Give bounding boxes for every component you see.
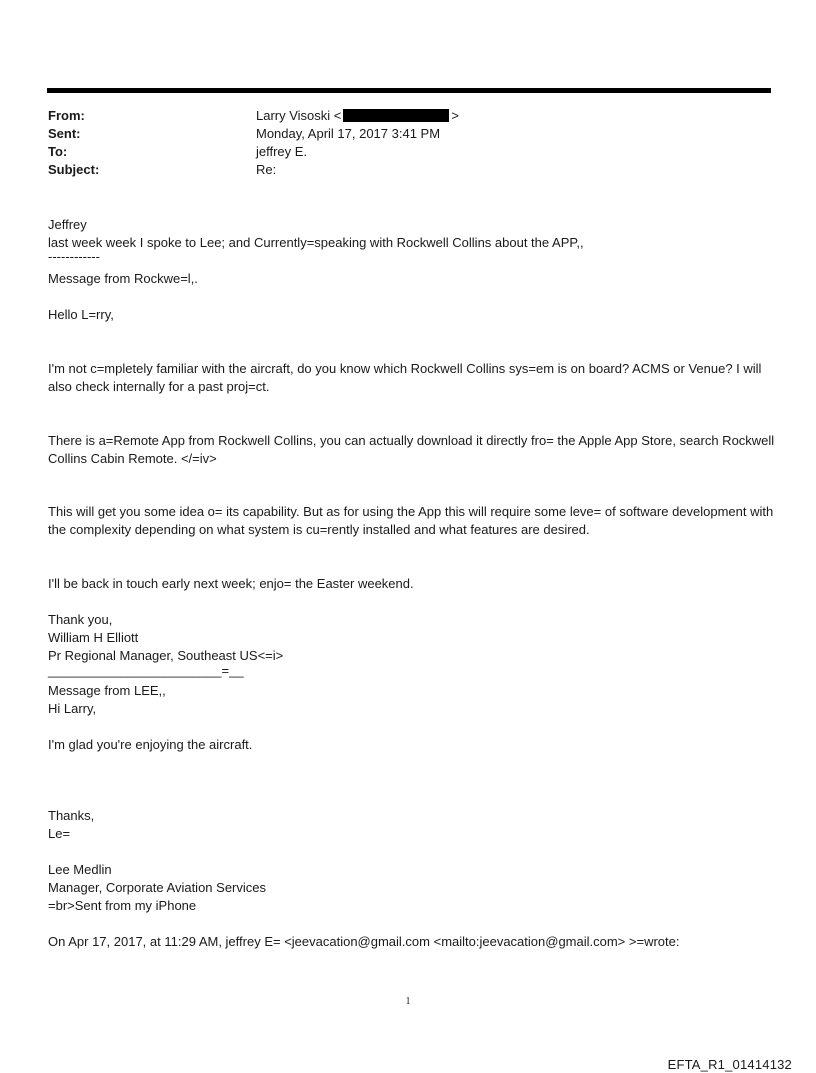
- body-line: Message from Rockwe=l,.: [48, 271, 198, 286]
- signature-name: Lee Medlin: [48, 862, 112, 877]
- body-line: last week week I spoke to Lee; and Currently=speaking with Rockwell Collins about the APP,,: [48, 235, 584, 250]
- from-name: Larry Visoski <: [256, 108, 342, 123]
- body-paragraph: I'm not c=mpletely familiar with the aircraft, do you know which Rockwell Collins sys=em is on board? ACMS or Venue? I will also check internally for a past proj=ct.: [48, 361, 762, 394]
- signature-line: Thanks,: [48, 808, 95, 823]
- subject-value: Re:: [256, 162, 277, 177]
- sent-label: Sent:: [48, 126, 81, 141]
- from-value: [256, 107, 459, 125]
- body-line: I'll be back in touch early next week; enjo= the Easter weekend.: [48, 576, 414, 591]
- to-value: jeffrey E.: [256, 144, 308, 159]
- body-line: Message from LEE,,: [48, 683, 166, 698]
- signature-name: William H Elliott: [48, 630, 139, 645]
- body-paragraph: This will get you some idea o= its capability. But as for using the App this will require some leve= of software development with the complexity depending on what system is cu=rently installed and what features are desired.: [48, 504, 774, 537]
- signature-title: Pr Regional Manager, Southeast US<=i>: [48, 648, 284, 663]
- subject-label: Subject:: [48, 162, 100, 177]
- quote-attribution: On Apr 17, 2017, at 11:29 AM, jeffrey E= <jeevacation@gmail.com <mailto:jeevacation@gmail.com> >=wrote:: [48, 934, 680, 949]
- body-line: Jeffrey: [48, 217, 87, 232]
- signature-title: Manager, Corporate Aviation Services: [48, 880, 266, 895]
- bates-number: EFTA_R1_01414132: [667, 1057, 792, 1072]
- page-number: 1: [405, 996, 411, 1007]
- from-label: From:: [48, 108, 85, 123]
- header-rule: [47, 88, 771, 93]
- signature-line: Thank you,: [48, 612, 113, 627]
- to-label: To:: [48, 144, 68, 159]
- separator-line: ________________________=__: [48, 663, 244, 678]
- from-suffix: >: [451, 108, 459, 123]
- body-paragraph: There is a=Remote App from Rockwell Collins, you can actually download it directly fro= the Apple App Store, search Rockwell Collins Cabin Remote. </=iv>: [48, 433, 775, 466]
- body-line: Hello L=rry,: [48, 307, 114, 322]
- sent-value: Monday, April 17, 2017 3:41 PM: [256, 126, 441, 141]
- body-line: ------------: [48, 249, 100, 264]
- body-line: I'm glad you're enjoying the aircraft.: [48, 737, 253, 752]
- signature-line: =br>Sent from my iPhone: [48, 898, 197, 913]
- body-line: Hi Larry,: [48, 701, 97, 716]
- redaction-box: [343, 109, 449, 122]
- signature-line: Le=: [48, 826, 71, 841]
